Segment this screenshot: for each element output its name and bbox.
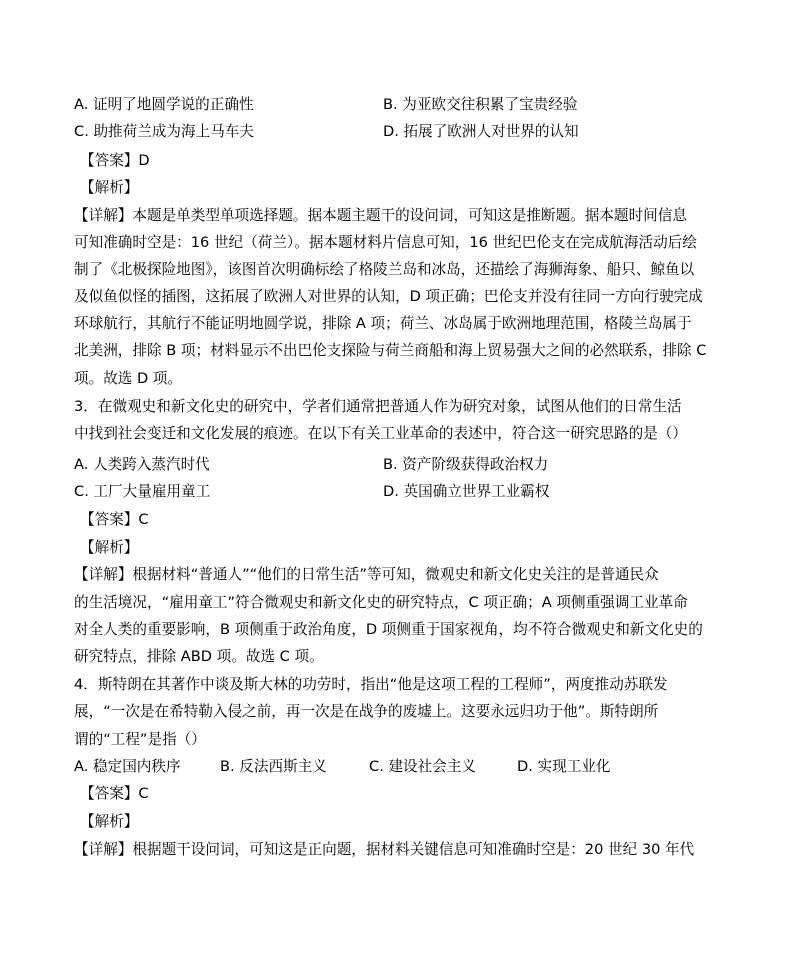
- q2-detail-line: 北美洲，排除 B 项；材料显示不出巴伦支探险与荷兰商船和海上贸易强大之间的必然联系，排除 C: [74, 342, 707, 359]
- q3-detail-line: 研究特点，排除 ABD 项。故选 C 项。: [74, 648, 324, 665]
- q2-answer: 【答案】D: [80, 152, 150, 169]
- q4-option-d: D. 实现工业化: [517, 758, 611, 775]
- q2-detail-line: 可知准确时空是：16 世纪（荷兰）。据本题材料片信息可知，16 世纪巴伦支在完成航海活动后绘: [74, 234, 697, 251]
- q3-stem-line: 中找到社会变迁和文化发展的痕迹。在以下有关工业革命的表述中，符合这一研究思路的是（）: [74, 425, 687, 442]
- q4-answer: 【答案】C: [80, 785, 149, 802]
- q4-stem-line: 谓的“工程”是指（）: [74, 731, 206, 748]
- q4-stem-line: 展，“一次是在希特勒入侵之前，再一次是在战争的废墟上。这要永远归功于他”。斯特朗所: [74, 703, 659, 720]
- q2-option-c: C. 助推荷兰成为海上马车夫: [74, 123, 255, 140]
- q2-option-d: D. 拓展了欧洲人对世界的认知: [383, 123, 579, 140]
- q2-detail-line: 环球航行，其航行不能证明地圆学说，排除 A 项；荷兰、冰岛属于欧洲地理范围，格陵兰岛属于: [74, 315, 692, 332]
- q3-answer: 【答案】C: [80, 511, 149, 528]
- q3-detail-line: 的生活境况，“雇用童工”符合微观史和新文化史的研究特点，C 项正确；A 项侧重强调工业革命: [74, 594, 688, 611]
- q4-option-b: B. 反法西斯主义: [220, 758, 327, 775]
- q3-option-d: D. 英国确立世界工业霸权: [383, 483, 550, 500]
- q3-option-c: C. 工厂大量雇用童工: [74, 483, 211, 500]
- q2-detail-line: 项。故选 D 项。: [74, 370, 183, 387]
- q4-analysis-label: 【解析】: [80, 813, 139, 830]
- q3-detail-line: 对全人类的重要影响，B 项侧重于政治角度，D 项侧重于国家视角，均不符合微观史和新文化史的: [74, 621, 703, 638]
- q4-option-a: A. 稳定国内秩序: [74, 758, 181, 775]
- q3-option-b: B. 资产阶级获得政治权力: [383, 456, 549, 473]
- q2-analysis-label: 【解析】: [80, 179, 139, 196]
- q4-stem-line: 4．斯特朗在其著作中谈及斯大林的功劳时，指出“他是这项工程的工程师”，两度推动苏联发: [74, 676, 668, 693]
- q3-option-a: A. 人类跨入蒸汽时代: [74, 456, 210, 473]
- q4-detail-line: 【详解】根据题干设问词，可知这是正向题，据材料关键信息可知准确时空是：20 世纪 30 年代: [74, 841, 695, 858]
- q2-detail-line: 及似鱼似怪的插图，这拓展了欧洲人对世界的认知，D 项正确；巴伦支并没有往同一方向行驶完成: [74, 288, 703, 305]
- q3-analysis-label: 【解析】: [80, 539, 139, 556]
- q2-option-b: B. 为亚欧交往积累了宝贵经验: [383, 96, 578, 113]
- q2-detail-line: 制了《北极探险地图》，该图首次明确标绘了格陵兰岛和冰岛，还描绘了海狮海象、船只、鲸鱼以: [74, 261, 695, 278]
- q4-option-c: C. 建设社会主义: [369, 758, 477, 775]
- q2-option-a: A. 证明了地圆学说的正确性: [74, 96, 254, 113]
- q3-stem-line: 3．在微观史和新文化史的研究中，学者们通常把普通人作为研究对象，试图从他们的日常生活: [74, 398, 682, 415]
- q2-detail-line: 【详解】本题是单类型单项选择题。据本题主题干的设问词，可知这是推断题。据本题时间信息: [74, 207, 687, 224]
- q3-detail-line: 【详解】根据材料“普通人”“他们的日常生活”等可知，微观史和新文化史关注的是普通民众: [74, 566, 659, 583]
